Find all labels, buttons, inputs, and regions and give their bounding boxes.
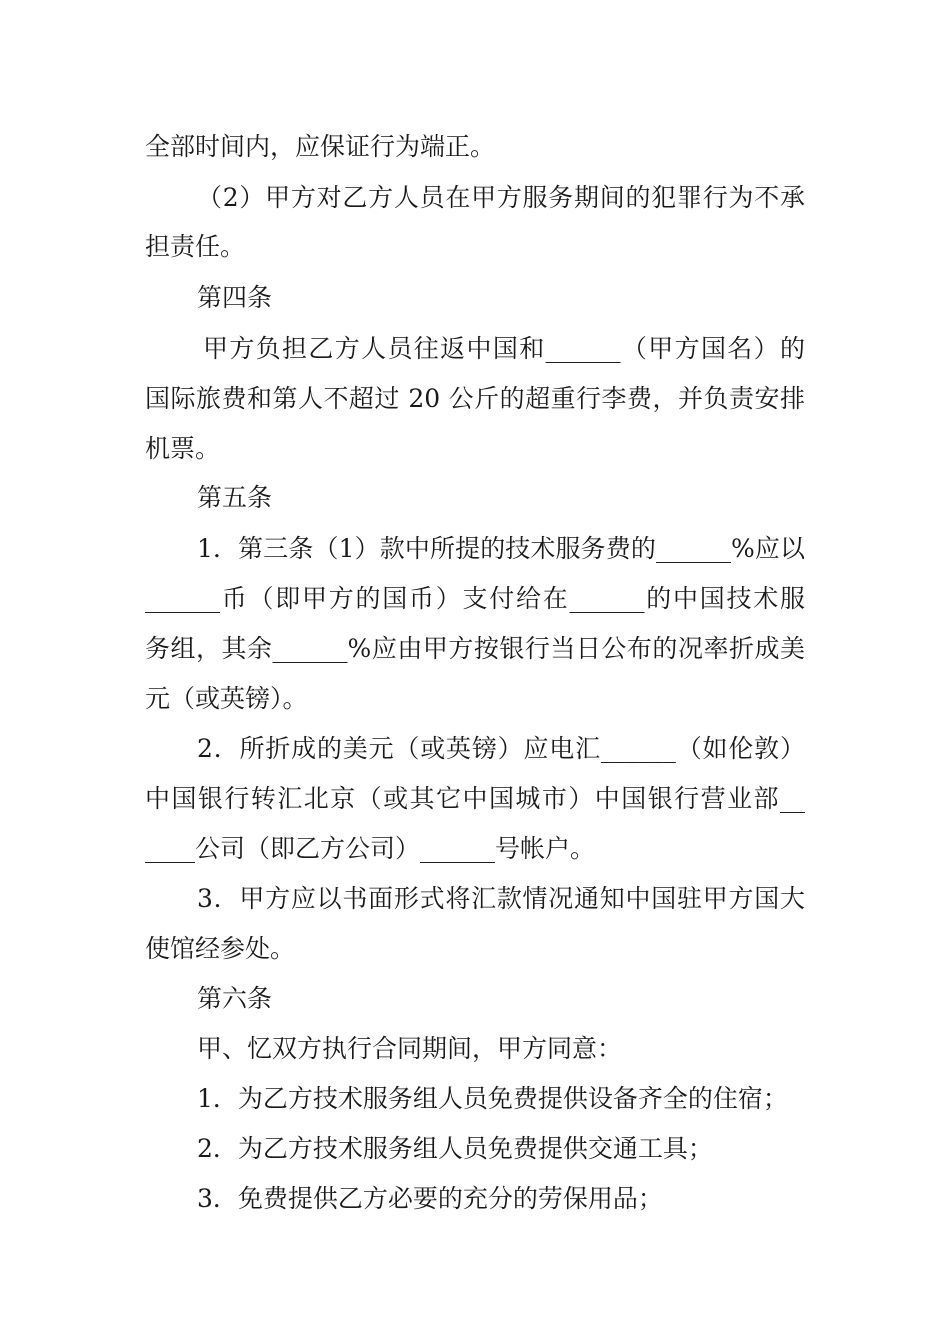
body-line: 3．免费提供乙方必要的充分的劳保用品；	[197, 1184, 663, 1213]
section-heading: 第四条	[197, 283, 273, 312]
body-line: 使馆经参处。	[145, 934, 296, 963]
body-line: 全部时间内，应保证行为端正。	[145, 132, 496, 161]
body-line: ____公司（即乙方公司）______号帐户。	[145, 834, 596, 863]
body-line: 务组，其余______%应由甲方按银行当日公布的况率折成美	[145, 634, 805, 663]
section-heading: 第五条	[197, 483, 273, 512]
body-line: 2．所折成的美元（或英镑）应电汇______（如伦敦）	[197, 734, 805, 763]
body-line: 中国银行转汇北京（或其它中国城市）中国银行营业部__	[145, 784, 805, 813]
body-line: （2）甲方对乙方人员在甲方服务期间的犯罪行为不承	[197, 183, 805, 212]
body-line: 担责任。	[145, 232, 246, 261]
body-line: 国际旅费和第人不超过 20 公斤的超重行李费，并负责安排	[145, 384, 805, 413]
body-line: 3．甲方应以书面形式将汇款情况通知中国驻甲方国大	[197, 884, 805, 913]
body-line: 元（或英镑）。	[145, 684, 308, 713]
body-line: 甲、忆双方执行合同期间，甲方同意：	[197, 1034, 623, 1063]
body-line: 1．为乙方技术服务组人员免费提供设备齐全的住宿；	[197, 1084, 788, 1113]
body-line: 1．第三条（1）款中所提的技术服务费的______%应以	[197, 534, 805, 563]
body-line: 2．为乙方技术服务组人员免费提供交通工具；	[197, 1134, 713, 1163]
section-heading: 第六条	[197, 984, 273, 1013]
body-line: 机票。	[145, 434, 221, 463]
body-line: ______币（即甲方的国币）支付给在______的中国技术服	[145, 584, 805, 613]
body-line: 甲方负担乙方人员往返中国和______（甲方国名）的	[203, 334, 805, 363]
